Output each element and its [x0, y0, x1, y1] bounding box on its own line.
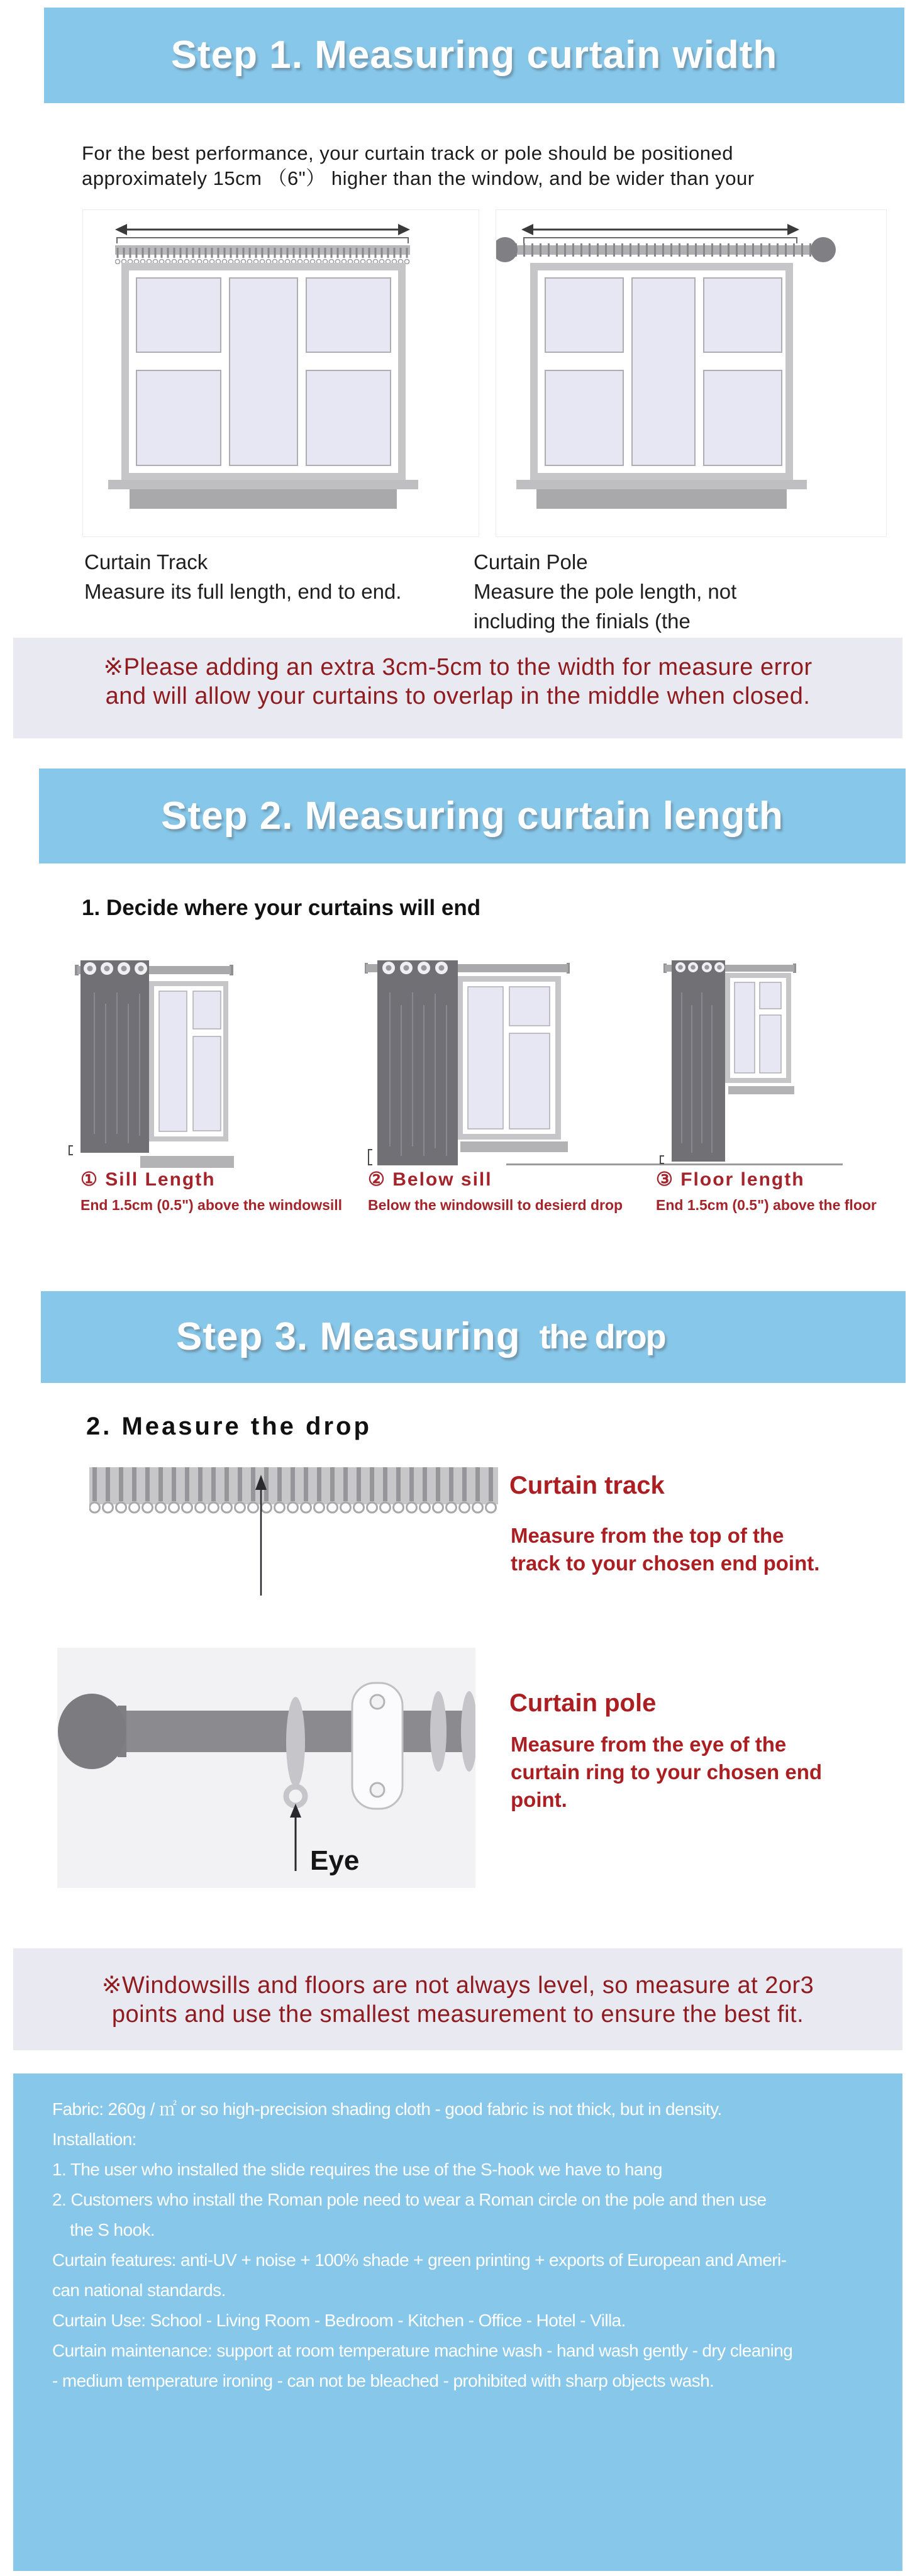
track-drop-illustration — [88, 1462, 500, 1601]
info-install-2b: the S hook. — [70, 2220, 155, 2240]
option-below-sill-label: ② Below sill — [368, 1169, 492, 1190]
width-arrow-icon — [521, 224, 799, 235]
measure-bracket — [524, 238, 797, 243]
track-caption-line: Measure its full length, end to end. — [84, 580, 402, 603]
step2-subheading: 1. Decide where your curtains will end — [82, 896, 481, 920]
step3-header-band — [41, 1291, 906, 1383]
note2-line2: points and use the smallest measurement to ensure the best fit. — [111, 2001, 804, 2028]
curtain-pole-line: curtain ring to your chosen end — [511, 1760, 823, 1784]
curtain-graphic — [80, 960, 149, 1153]
step3-title-main: Step 3. Measuring — [176, 1315, 521, 1358]
product-info-box — [13, 2074, 902, 2571]
length-bracket — [69, 1146, 73, 1155]
window-graphic — [725, 973, 794, 1094]
info-use: Curtain Use: School - Living Room - Bedroom - Kitchen - Office - Hotel - Villa. — [52, 2311, 626, 2330]
floor-length-figure — [654, 955, 849, 1172]
curtain-track-graphic — [115, 245, 410, 264]
pole-caption-title: Curtain Pole — [474, 550, 588, 574]
curtain-pole-graphic — [496, 237, 836, 262]
step1-intro-line1: For the best performance, your curtain track or pole should be positioned — [82, 142, 733, 164]
sill-length-figure — [66, 955, 242, 1172]
pole-caption — [474, 547, 736, 636]
curtain-track-heading: Curtain track — [509, 1472, 665, 1499]
info-install-1: 1. The user who installed the slide requires the use of the S-hook we have to hang — [52, 2160, 662, 2179]
curtain-pole-line: point. — [511, 1788, 567, 1811]
info-features: Curtain features: anti-UV + noise + 100% shade + green printing + exports of European and Ameri- — [52, 2250, 787, 2270]
step1-header-band — [44, 8, 904, 103]
step1-title: Step 1. Measuring curtain width — [170, 33, 778, 77]
floor-length-illustration — [654, 955, 849, 1172]
step1-intro-line2: approximately 15cm （6"） higher than the window, and be wider than your — [82, 167, 755, 189]
info-install-2: 2. Customers who install the Roman pole need to wear a Roman circle on the pole and then use — [52, 2190, 767, 2209]
window-graphic — [457, 976, 568, 1152]
note1-line2: and will allow your curtains to overlap in the middle when closed. — [105, 683, 811, 709]
curtain-pole-window-illustration — [496, 210, 886, 536]
info-installation: Installation: — [52, 2129, 136, 2149]
option-sill-length-desc: End 1.5cm (0.5") above the windowsill — [80, 1197, 343, 1213]
length-bracket — [369, 1150, 372, 1165]
curtain-pole-window-figure — [496, 209, 887, 537]
measure-bracket — [117, 238, 408, 243]
eye-label: Eye — [310, 1845, 360, 1876]
window-graphic — [516, 263, 807, 509]
below-sill-illustration — [363, 955, 571, 1172]
step2-header-band — [39, 769, 906, 863]
option-floor-length-desc: End 1.5cm (0.5") above the floor — [656, 1197, 877, 1213]
sill-length-illustration — [66, 955, 242, 1172]
window-graphic — [108, 263, 418, 509]
pole-caption-line: including the finials (the — [474, 609, 691, 633]
info-maintenance-2: - medium temperature ironing - can not be bleached - prohibited with sharp objects wash. — [52, 2371, 714, 2390]
option-below-sill-desc: Below the windowsill to desierd drop — [368, 1197, 623, 1213]
curtain-track-line: Measure from the top of the — [511, 1524, 784, 1547]
option-sill-length-label: ① Sill Length — [80, 1169, 216, 1190]
option-floor-length-label: ③ Floor length — [656, 1169, 805, 1190]
curtain-graphic — [672, 960, 725, 1162]
curtain-track-window-illustration — [83, 210, 479, 536]
curtain-pole-heading: Curtain pole — [509, 1689, 657, 1717]
info-maintenance: Curtain maintenance: support at room temperature machine wash - hand wash gently - dry cleaning — [52, 2341, 793, 2360]
wall-bracket-plate — [352, 1683, 402, 1809]
curtain-track-line: track to your chosen end point. — [511, 1552, 820, 1575]
note2-line1: ※Windowsills and floors are not always level, so measure at 2or3 — [101, 1972, 814, 1999]
pole-closeup-illustration — [57, 1648, 475, 1888]
width-arrow-icon — [115, 224, 410, 235]
note1-line1: ※Please adding an extra 3cm-5cm to the width for measure error — [103, 654, 813, 680]
step2-title: Step 2. Measuring curtain length — [161, 794, 784, 838]
curtain-pole-line: Measure from the eye of the — [511, 1733, 787, 1756]
length-bracket — [660, 1156, 664, 1163]
curtain-graphic — [377, 960, 458, 1165]
pole-closeup-figure — [57, 1648, 475, 1888]
curtain-track-window-figure — [82, 209, 479, 537]
pole-caption-line: Measure the pole length, not — [474, 580, 737, 603]
track-caption-title: Curtain Track — [84, 550, 208, 574]
window-graphic — [140, 981, 234, 1168]
track-drop-figure — [88, 1462, 500, 1601]
figure-background — [57, 1648, 475, 1888]
width-measure-note — [13, 638, 902, 738]
track-caption — [84, 547, 401, 606]
below-sill-figure — [363, 955, 571, 1172]
info-features-2: can national standards. — [52, 2280, 226, 2300]
level-measure-note — [13, 1948, 902, 2050]
step3-subheading: 2. Measure the drop — [86, 1413, 372, 1440]
info-fabric: Fabric: 260g / ㎡ or so high-precision shading cloth - good fabric is not thick, but in density. — [52, 2099, 722, 2119]
curtain-track-graphic — [89, 1467, 498, 1519]
step3-title-sub: the drop — [539, 1318, 665, 1356]
